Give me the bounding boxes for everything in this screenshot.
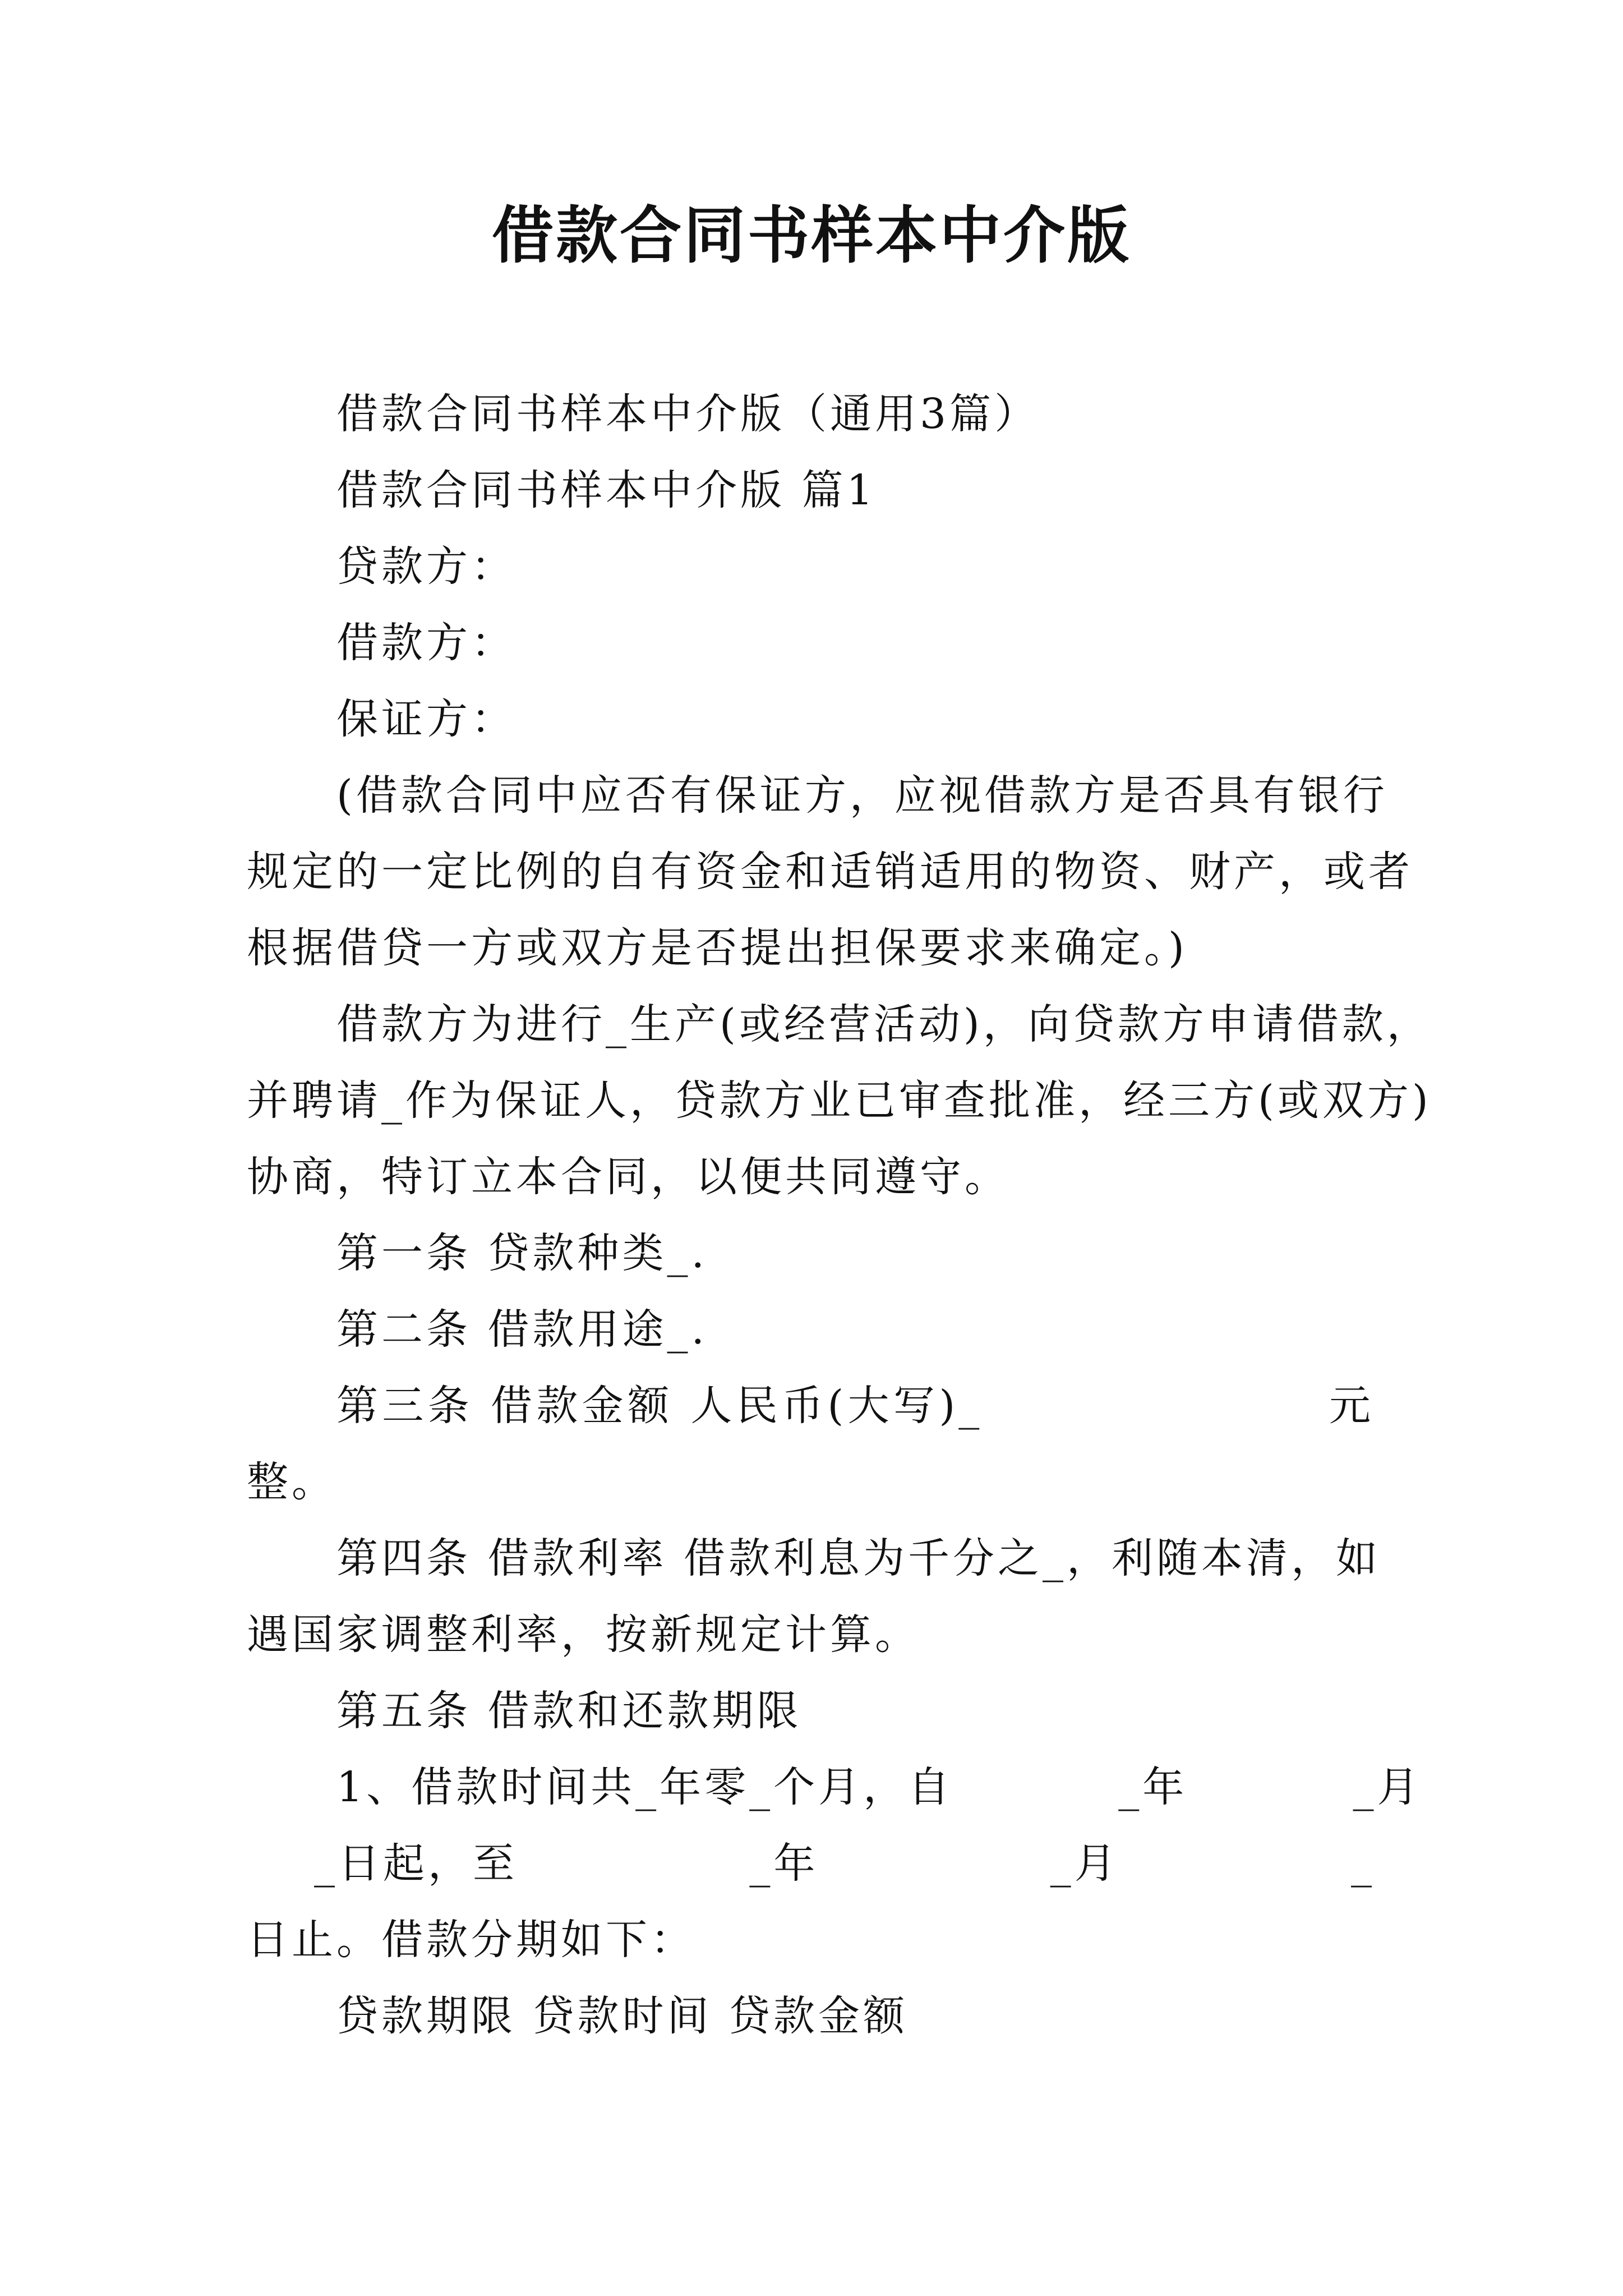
guarantor-label: 保证方： xyxy=(336,695,516,743)
paragraph-line: (借款合同中应否有保证方，应视借款方是否具有银行 xyxy=(336,771,1388,820)
loan-table-header: 贷款期限 贷款时间 贷款金额 xyxy=(336,1992,909,2040)
paragraph-line: 根据借贷一方或双方是否提出担保要求来确定。) xyxy=(247,924,1188,972)
lender-label: 贷款方： xyxy=(336,542,516,591)
article-5-item-1-end: 日止。借款分期如下： xyxy=(247,1916,695,1964)
article-5-item-1: 1、借款时间共_年零_个月，自 _年 _月 xyxy=(336,1763,1422,1811)
paragraph-line: 并聘请_作为保证人，贷款方业已审查批准，经三方(或双方) xyxy=(247,1076,1432,1125)
article-4: 第四条 借款利率 借款利息为千分之_，利随本清，如 xyxy=(336,1534,1381,1582)
article-3-continued: 整。 xyxy=(247,1458,336,1506)
article-1: 第一条 贷款种类_. xyxy=(336,1229,708,1277)
article-5: 第五条 借款和还款期限 xyxy=(336,1687,802,1735)
paragraph-line: 规定的一定比例的自有资金和适销适用的物资、财产，或者 xyxy=(247,848,1413,896)
borrower-label: 借款方： xyxy=(336,619,516,667)
section-heading: 借款合同书样本中介版 篇1 xyxy=(336,466,877,514)
paragraph-line: 协商，特订立本合同，以便共同遵守。 xyxy=(247,1153,1009,1201)
document-title: 借款合同书样本中介版 xyxy=(492,199,1131,272)
article-2: 第二条 借款用途_. xyxy=(336,1305,708,1354)
article-3: 第三条 借款金额 人民币(大写)_ 元 xyxy=(336,1382,1374,1430)
paragraph-line: 借款方为进行_生产(或经营活动)，向贷款方申请借款， xyxy=(336,1000,1432,1048)
article-4-continued: 遇国家调整利率，按新规定计算。 xyxy=(247,1611,920,1659)
subtitle-line: 借款合同书样本中介版（通用3篇） xyxy=(336,390,1040,438)
article-5-item-1-continued: _日起，至 _年 _月 _ xyxy=(314,1839,1375,1888)
